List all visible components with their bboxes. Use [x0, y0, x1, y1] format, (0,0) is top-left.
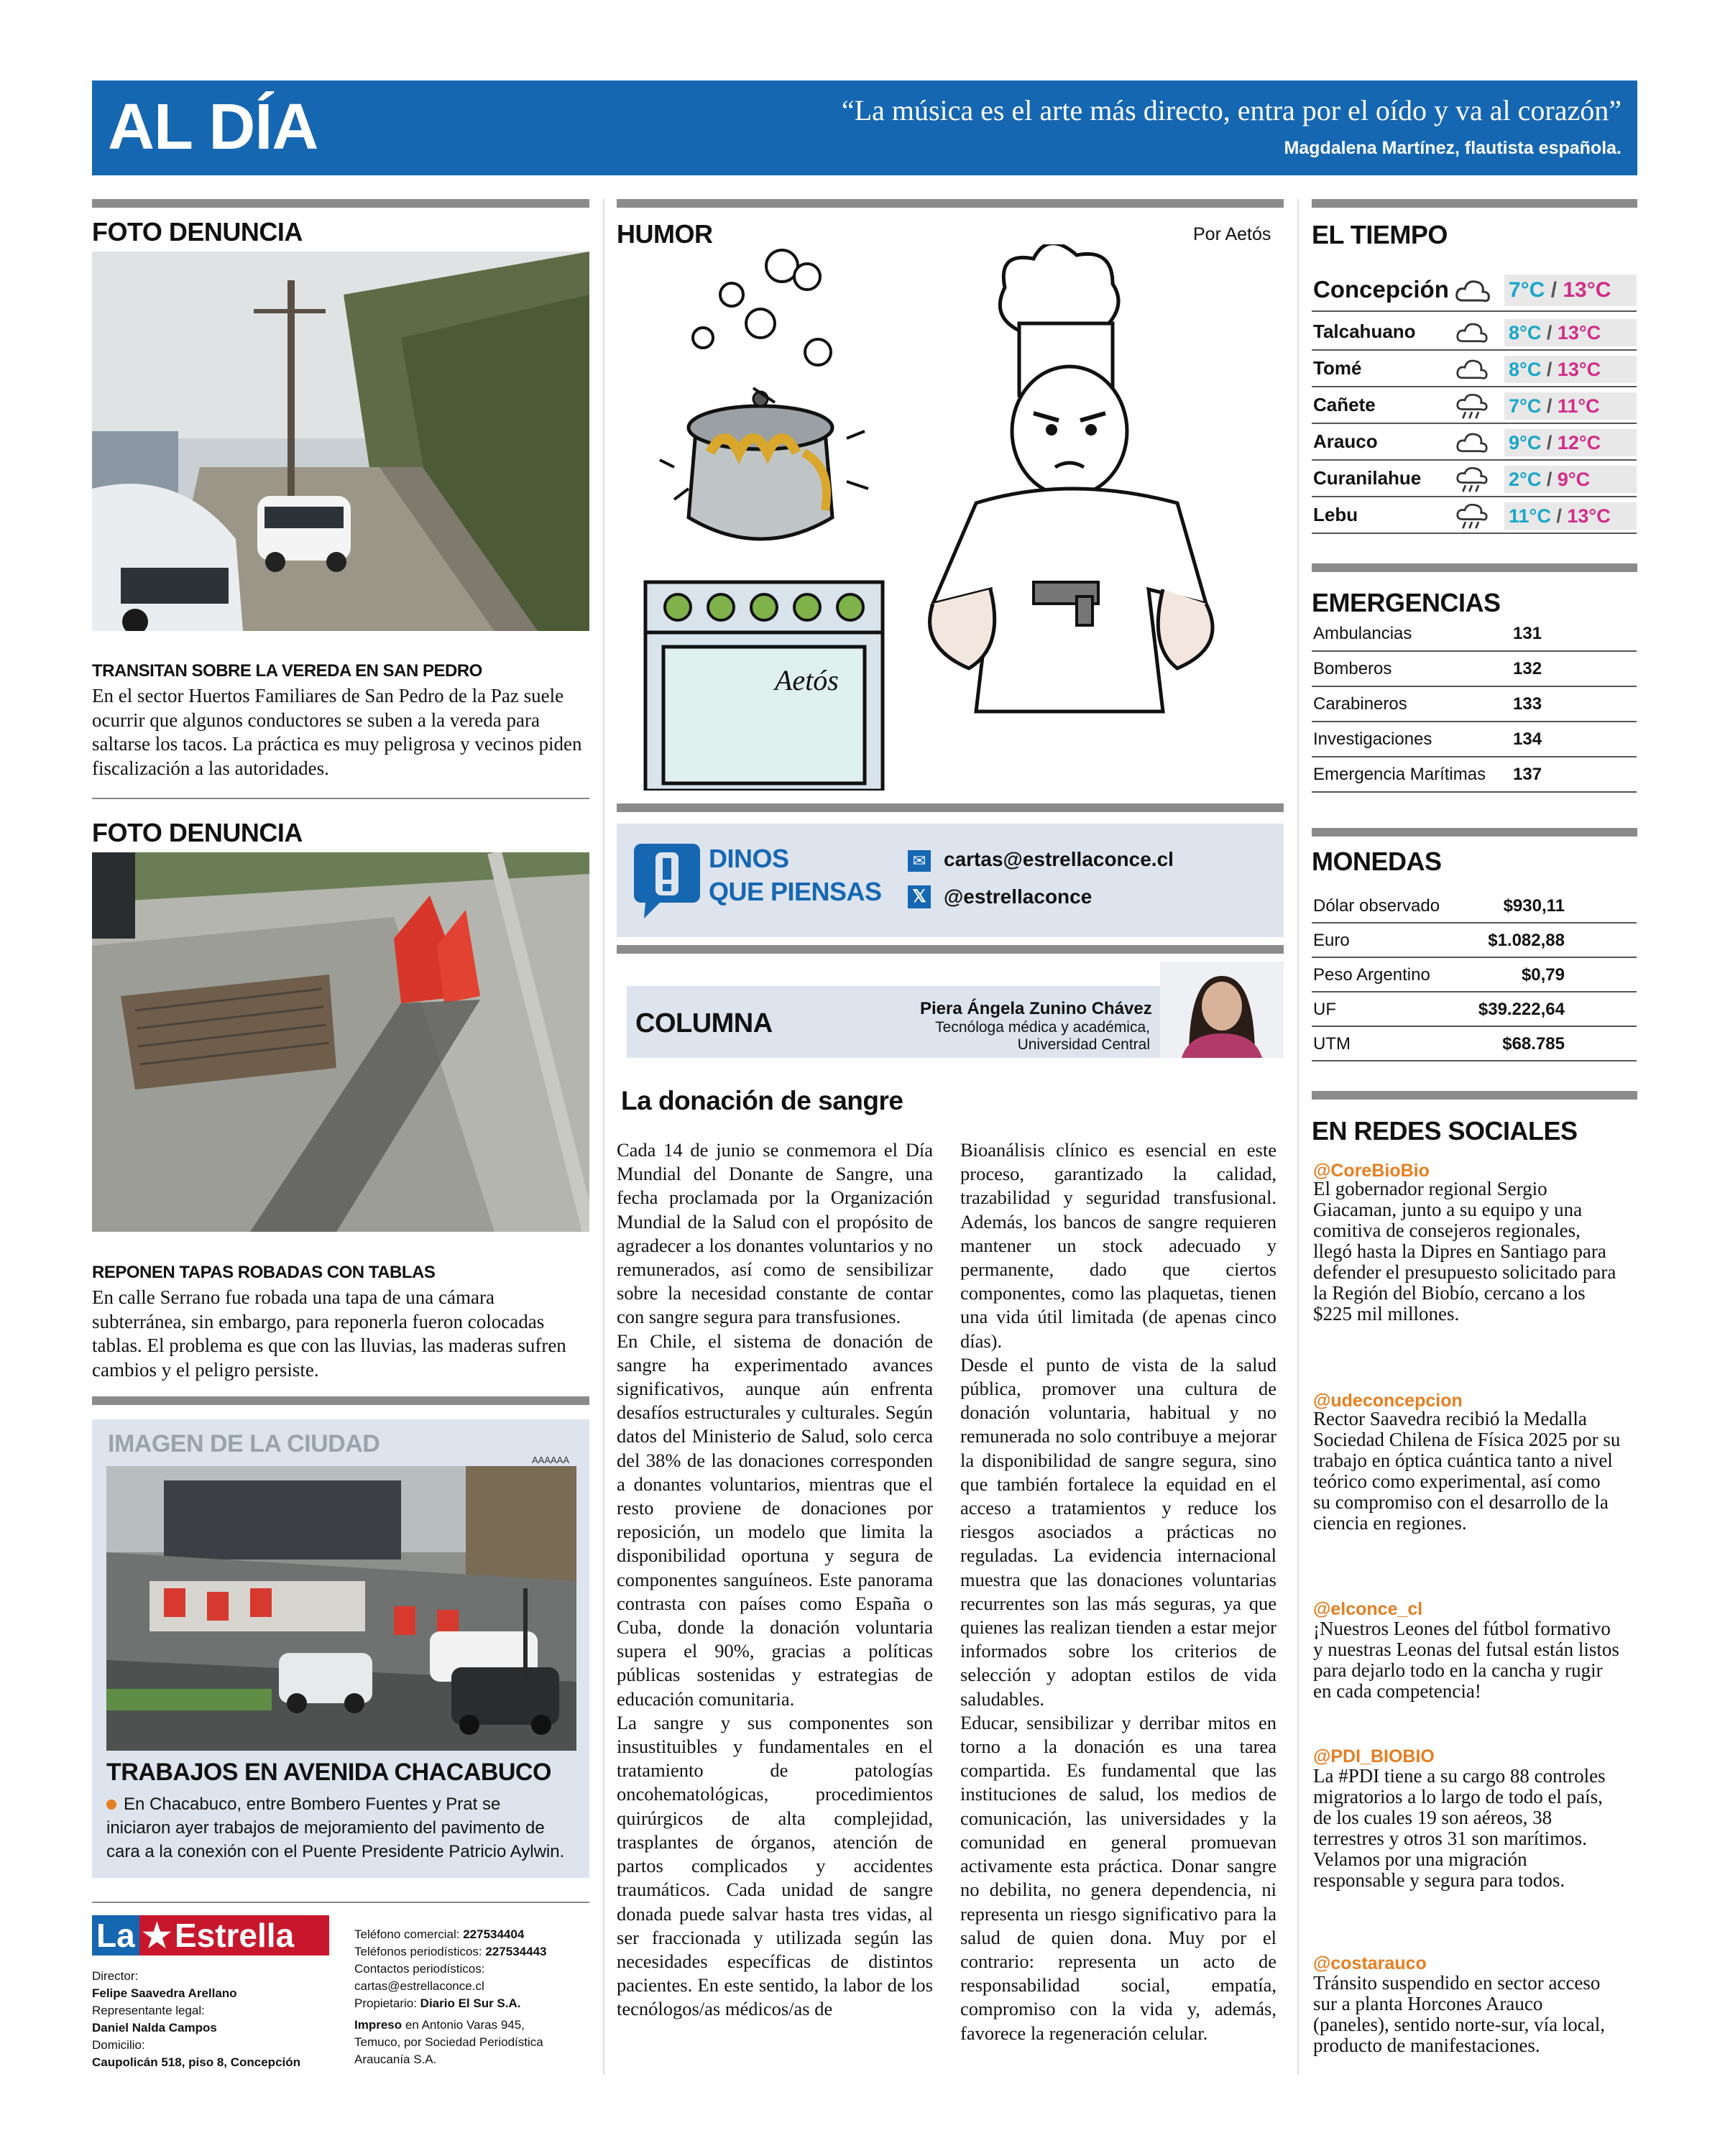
columna-paragraph: En Chile, el sistema de donación de sangre ha experimentado avances significativos, aunque aún enfrenta desafíos estructurales y culturales. Según datos del Ministerio de Salud, solo cerca del 38% de las donaciones corresponden a donantes voluntarios, mientras que el resto proviene de donaciones por reposición, un modelo que limita la disponibilidad oportuna y segura de componentes sanguíneos. Este panorama contrasta con países como España o Cuba, donde la donación voluntaria supera el 90%, gracias a políticas públicas sostenidas y estrategias de educación comunitaria.: [617, 1330, 933, 1710]
weather-min: 2°C: [1509, 469, 1542, 490]
emergency-number[interactable]: 132: [1513, 659, 1542, 678]
weather-max: 13°C: [1557, 359, 1601, 380]
weather-slash: /: [1541, 432, 1558, 453]
columna-paragraph: Bioanálisis clínico es esencial en este proceso, garantizado la calidad, trazabilidad y seguridad transfusional. Además, los bancos de sangre requieren mantener un stock adecuado y permanente, dado que ciertos componentes, como las plaquetas, tienen una vida útil limitada (de apenas cinco días).: [960, 1139, 1276, 1352]
foto1-caption-title: TRANSITAN SOBRE LA VEREDA EN SAN PEDRO: [92, 661, 482, 681]
weather-max: 13°C: [1557, 322, 1601, 344]
columna-title: La donación de sangre: [621, 1086, 903, 1115]
weather-min: 9°C: [1509, 432, 1542, 453]
dinos-x-handle[interactable]: @estrellaconce: [944, 885, 1092, 908]
emergency-row: [1312, 617, 1637, 652]
weather-row: [1312, 461, 1637, 497]
director-label: Director:: [92, 1969, 139, 1983]
columna-paragraph: Cada 14 de junio se conmemora el Día Mundial del Donante de Sangre, una fecha proclamada por la Organización Mundial de la Salud con el propósito de agradecer a los donantes voluntarios y no remunerados, así como de sensibilizar sobre la necesidad constante de contar con sangre segura para transfusiones.: [617, 1139, 933, 1328]
newspaper-logo: [92, 1915, 329, 1955]
cloud-icon: [1454, 429, 1490, 456]
emergency-label: Ambulancias: [1313, 624, 1412, 643]
emergencias-heading: EMERGENCIAS: [1312, 588, 1501, 617]
currency-row: [1312, 923, 1637, 958]
post-handle[interactable]: @CoreBioBio: [1313, 1161, 1430, 1181]
currency-label: UTM: [1313, 1034, 1351, 1054]
weather-city: Talcahuano: [1313, 321, 1416, 342]
divider: [92, 798, 589, 799]
weather-max: 9°C: [1557, 469, 1591, 490]
emergency-number[interactable]: 131: [1513, 624, 1542, 643]
cloud-icon: [1454, 319, 1490, 346]
weather-city: Cañete: [1313, 394, 1376, 415]
rain-cloud-icon: [1454, 466, 1490, 493]
weather-slash: /: [1541, 359, 1558, 380]
currency-value: $0,79: [1521, 965, 1565, 985]
dinos-line1: DINOS: [709, 844, 789, 873]
weather-min: 7°C: [1509, 278, 1545, 302]
ciudad-heading: IMAGEN DE LA CIUDAD: [108, 1430, 380, 1457]
redes-heading: EN REDES SOCIALES: [1312, 1116, 1578, 1146]
emergency-label: Bomberos: [1313, 659, 1392, 678]
emergency-row: [1312, 722, 1637, 757]
weather-min: 11°C: [1509, 505, 1551, 527]
tel-com: 227534404: [463, 1927, 525, 1941]
humor-author: Por Aetós: [1193, 224, 1271, 244]
weather-max: 13°C: [1567, 505, 1611, 527]
weather-city: Arauco: [1313, 430, 1378, 452]
director: Felipe Saavedra Arellano: [92, 1986, 237, 2000]
tel-per: 227534443: [485, 1945, 547, 1958]
header-quote-author: Magdalena Martínez, flautista española.: [1284, 138, 1622, 158]
currency-row: [1312, 958, 1637, 992]
ciudad-title: TRABAJOS EN AVENIDA CHACABUCO: [106, 1759, 551, 1786]
divider: [617, 199, 1284, 208]
rain-cloud-icon: [1454, 502, 1490, 530]
post-handle[interactable]: @costarauco: [1313, 1953, 1427, 1973]
columna-paragraph: Desde el punto de vista de la salud pública, promover una cultura de donación voluntaria, habitual y no remunerada no solo contribuye a mejorar la disponibilidad de sangre segura, sino que también fortalece la equidad en el acceso a tratamientos y reduce los riesgos asociados a prácticas no reguladas. La evidencia internacional muestra que las donaciones voluntarias recurrentes son las más seguras, ya que quienes las realizan tienden a estar mejor informados sobre los criterios de selección y adoptan estilos de vida saludables.: [960, 1353, 1276, 1710]
logo-la: La: [92, 1915, 139, 1955]
columna-label: COLUMNA: [635, 1008, 773, 1038]
foto2-photo: [92, 852, 589, 1232]
emergency-row: [1312, 652, 1637, 687]
foto2-heading: FOTO DENUNCIA: [92, 818, 303, 847]
tel-com-label: Teléfono comercial:: [354, 1927, 460, 1941]
currency-value: $930,11: [1503, 896, 1565, 916]
ciudad-text: En Chacabuco, entre Bombero Fuentes y Prat se iniciaron ayer trabajos de mejoramiento del pavimento de cara a la conexión con el Puente Presidente Patricio Aylwin.: [106, 1795, 565, 1861]
weather-city: Curanilahue: [1313, 467, 1422, 489]
currency-row: [1312, 889, 1637, 923]
weather-row: [1312, 351, 1637, 387]
post-handle[interactable]: @udeconcepcion: [1313, 1391, 1463, 1411]
columna-col1: [617, 1138, 933, 2022]
emergency-number[interactable]: 134: [1513, 729, 1542, 749]
foto1-heading: FOTO DENUNCIA: [92, 217, 303, 247]
currency-value: $39.222,64: [1478, 1000, 1565, 1019]
dom: Caupolicán 518, piso 8, Concepción: [92, 2055, 301, 2069]
column-separator: [603, 199, 604, 2075]
columna-paragraph: La sangre y sus componentes son insustituibles y fundamentales en el tratamiento de patologías oncohematológicas, procedimientos quirúrgicos de alta complejidad, trasplantes de órganos, atención de partos complicados y accidentes traumáticos. Cada unidad de sangre donada puede salvar hasta tres vidas, al ser fraccionada y utilizada según las necesidades específicas de distintos pacientes. En este sentido, la labor de los tecnólogos/as médicos/as de: [617, 1711, 933, 2020]
ciudad-photo: [106, 1466, 576, 1751]
weather-slash: /: [1545, 278, 1563, 302]
rain-cloud-icon: [1454, 392, 1490, 420]
weather-max: 11°C: [1557, 395, 1600, 417]
column-separator: [1297, 199, 1299, 2075]
weather-slash: /: [1541, 322, 1558, 344]
emergency-row: [1312, 757, 1637, 793]
emergency-number[interactable]: 133: [1513, 694, 1542, 714]
exclamation-bubble-icon: [631, 841, 703, 920]
weather-main-row: [1312, 270, 1637, 312]
tiempo-heading: EL TIEMPO: [1312, 220, 1448, 249]
owner-label: Propietario:: [354, 1996, 417, 2010]
rep-label: Representante legal:: [92, 2004, 205, 2017]
envelope-icon: ✉: [908, 850, 931, 872]
post-handle[interactable]: @PDI_BIOBIO: [1313, 1746, 1435, 1766]
divider: [92, 199, 589, 208]
post-text: La #PDI tiene a su cargo 88 controles migratorios a lo largo de todo el país, de los cuales 19 son aéreos, 38 terrestres y otros 31 son marítimos. Velamos por una migración responsable y segura para todos.: [1313, 1765, 1606, 1891]
divider: [92, 1396, 589, 1405]
cloud-icon: [1454, 356, 1490, 383]
divider: [1312, 1091, 1637, 1100]
weather-min: 8°C: [1509, 359, 1542, 380]
weather-max: 13°C: [1563, 278, 1611, 302]
emergency-label: Emergencia Marítimas: [1313, 765, 1486, 784]
weather-max: 12°C: [1557, 432, 1601, 453]
divider: [617, 803, 1284, 812]
currency-value: $1.082,88: [1488, 931, 1565, 950]
cloud-icon: [1454, 276, 1491, 306]
divider: [92, 1902, 589, 1903]
weather-slash: /: [1550, 505, 1568, 527]
weather-row: [1312, 425, 1637, 461]
weather-min: 7°C: [1509, 395, 1542, 417]
divider: [617, 945, 1284, 954]
weather-slash: /: [1541, 469, 1558, 490]
rep: Daniel Nalda Campos: [92, 2021, 217, 2035]
post-text: El gobernador regional Sergio Giacaman, junto a su equipo y una comitiva de consejeros regionales, llegó hasta la Dipres en Santiago para defender el presupuesto solicitado para la Región del Biobío, cercano a los $225 mil millones.: [1313, 1178, 1616, 1325]
weather-row: [1312, 498, 1637, 534]
weather-city: Tomé: [1313, 357, 1362, 379]
section-header: [92, 80, 1637, 175]
currency-label: UF: [1313, 1000, 1336, 1019]
print-c: Araucanía S.A.: [354, 2053, 437, 2066]
emergency-number[interactable]: 137: [1513, 765, 1542, 784]
currency-value: $68.785: [1502, 1034, 1565, 1054]
columna-paragraph: Educar, sensibilizar y derribar mitos en torno a la donación es una tarea compartida. Es fundamental que las instituciones de salud, los medios de comunicación, las universidades y la comunidad en general promuevan activamente esta práctica. Donar sangre no debilita, no genera dependencia, ni representa un riesgo significativo para la salud de quien dona. Muy por el contrario: representa un acto de responsabilidad social, empatía, compromiso con la vida y, además, favorece la regeneración celular.: [960, 1711, 1276, 2044]
foto1-caption-text: En el sector Huertos Familiares de San Pedro de la Paz suele ocurrir que algunos conductores se suben a la vereda para saltarse los tacos. La práctica es muy peligrosa y vecinos piden fiscalización a las autoridades.: [92, 685, 582, 779]
currency-row: [1312, 992, 1637, 1027]
columna-role1: Tecnóloga médica y académica,: [935, 1019, 1150, 1036]
humor-cartoon: [631, 244, 1278, 791]
post-handle[interactable]: @elconce_cl: [1313, 1599, 1423, 1619]
weather-city: Lebu: [1313, 504, 1358, 525]
contact-label: Contactos periodísticos:: [354, 1962, 485, 1976]
columna-role2: Universidad Central: [1017, 1036, 1150, 1053]
currency-label: Euro: [1313, 931, 1350, 950]
star-icon: ★: [142, 1917, 172, 1954]
currency-label: Peso Argentino: [1313, 965, 1430, 985]
columna-author: Piera Ángela Zunino Chávez: [920, 999, 1152, 1018]
dinos-email[interactable]: cartas@estrellaconce.cl: [944, 848, 1174, 870]
post-text: Tránsito suspendido en sector acceso sur a planta Horcones Arauco (paneles), sentido norte-sur, vía local, producto de manifestaciones.: [1313, 1972, 1606, 2056]
weather-min: 8°C: [1509, 322, 1542, 344]
contact[interactable]: cartas@estrellaconce.cl: [354, 1979, 484, 1993]
weather-city: Concepción: [1313, 276, 1449, 303]
logo-estrella: Estrella: [174, 1917, 295, 1954]
tel-per-label: Teléfonos periodísticos:: [354, 1945, 482, 1958]
print-label: Impreso: [354, 2018, 402, 2032]
columna-col2: [960, 1138, 1276, 2045]
post-text: ¡Nuestros Leones del fútbol formativo y nuestras Leonas del futsal están listos para dejarlo todo en la cancha y rugir en cada competencia!: [1313, 1618, 1619, 1702]
foto2-caption-title: REPONEN TAPAS ROBADAS CON TABLAS: [92, 1263, 436, 1282]
ciudad-photo-credit: AAAAAA: [532, 1455, 570, 1465]
divider: [1312, 199, 1637, 208]
emergency-label: Investigaciones: [1313, 729, 1432, 749]
currency-row: [1312, 1027, 1637, 1061]
foto1-photo: [92, 252, 589, 631]
humor-heading: HUMOR: [617, 219, 713, 249]
print-b: Temuco, por Sociedad Periodística: [354, 2035, 543, 2049]
weather-row: [1312, 315, 1637, 351]
post-text: Rector Saavedra recibió la Medalla Sociedad Chilena de Física 2025 por su trabajo en óptica cuántica tanto a nivel teórico como experimental, así como su compromiso con el desarrollo de la ciencia en regiones.: [1313, 1408, 1621, 1534]
author-photo: [1160, 962, 1284, 1058]
emergency-row: [1312, 687, 1637, 722]
weather-slash: /: [1541, 395, 1558, 417]
foto2-caption-text: En calle Serrano fue robada una tapa de una cámara subterránea, sin embargo, para reponerla fueron colocadas tablas. El problema es que con las lluvias, las maderas sufren cambios y el peligro persiste.: [92, 1286, 566, 1381]
x-logo-icon: 𝕏: [908, 885, 931, 908]
dom-label: Domicilio:: [92, 2038, 145, 2052]
owner: Diario El Sur S.A.: [420, 1996, 521, 2010]
header-quote: “La música es el arte más directo, entra por el oído y va al corazón”: [841, 94, 1622, 126]
print-a: en Antonio Varas 945,: [405, 2018, 525, 2032]
section-title: AL DÍA: [108, 91, 318, 163]
currency-label: Dólar observado: [1313, 896, 1440, 916]
emergency-label: Carabineros: [1313, 694, 1407, 714]
dinos-line2: QUE PIENSAS: [709, 877, 882, 906]
humor-signature: Aetós: [775, 664, 839, 696]
weather-row: [1312, 388, 1637, 424]
divider: [1312, 563, 1637, 572]
monedas-heading: MONEDAS: [1312, 847, 1442, 876]
divider: [1312, 828, 1637, 837]
